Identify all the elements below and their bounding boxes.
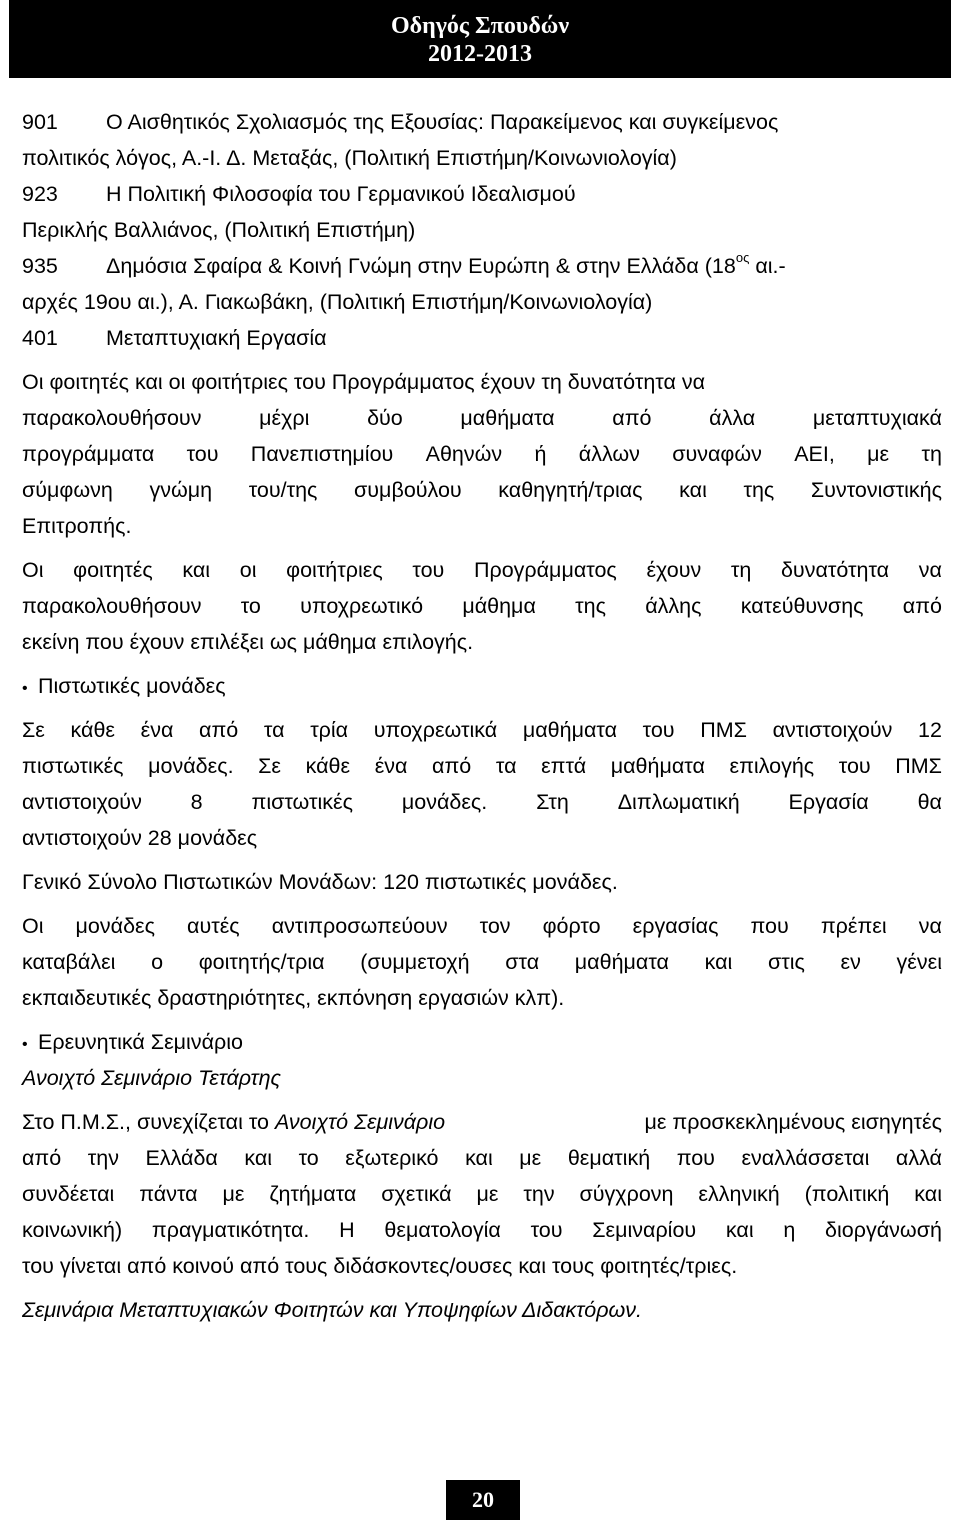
- text-line: Επιτροπής.: [22, 514, 132, 538]
- course-923-instructor: Περικλής Βαλλιάνος, (Πολιτική Επιστήμη): [22, 218, 416, 242]
- course-code: 935: [22, 254, 58, 278]
- paragraph-elective-courses: [22, 364, 942, 544]
- course-935: [22, 248, 942, 284]
- graduate-seminars-heading: Σεμινάρια Μεταπτυχιακών Φοιτητών και Υποψηφίων Διδακτόρων.: [22, 1298, 642, 1322]
- text-line: Στο Π.Μ.Σ., συνεχίζεται το Ανοιχτό Σεμινάριο με προσκεκλημένους εισηγητές: [22, 1110, 942, 1134]
- paragraph-workload: [22, 908, 942, 1016]
- text-line: κοινωνική) πραγματικότητα. Η θεματολογία του Σεμιναρίου και η διοργάνωσή: [22, 1218, 942, 1242]
- text-line: Σε κάθε ένα από τα τρία υποχρεωτικά μαθήματα του ΠΜΣ αντιστοιχούν 12: [22, 718, 942, 742]
- paragraph-other-direction: [22, 552, 942, 660]
- text-line: εκείνη που έχουν επιλέξει ως μάθημα επιλογής.: [22, 630, 474, 654]
- text-line: καταβάλει ο φοιτητής/τρια (συμμετοχή στα μαθήματα και στις εν γένει: [22, 950, 942, 974]
- bullet-icon: •: [22, 680, 28, 697]
- bullet-seminars: [22, 1024, 942, 1060]
- bullet-credits: [22, 668, 942, 704]
- course-935-line2: αρχές 19ου αι.), Α. Γιακωβάκη, (Πολιτική Επιστήμη/Κοινωνιολογία): [22, 290, 653, 314]
- text-line: παρακολουθήσουν το υποχρεωτικό μάθημα της άλλης κατεύθυνσης από: [22, 594, 942, 618]
- text-line: παρακολουθήσουν μέχρι δύο μαθήματα από άλλα μεταπτυχιακά: [22, 406, 942, 430]
- text-line: αντιστοιχούν 28 μονάδες: [22, 826, 258, 850]
- course-title: Η Πολιτική Φιλοσοφία του Γερμανικού Ιδεαλισμού: [106, 182, 576, 206]
- course-901: [22, 104, 942, 140]
- text-line: Οι μονάδες αυτές αντιπροσωπεύουν τον φόρτο εργασίας που πρέπει να: [22, 914, 942, 938]
- open-seminar-heading: Ανοιχτό Σεμινάριο Τετάρτης: [22, 1066, 281, 1090]
- course-923: [22, 176, 942, 212]
- text-line: από την Ελλάδα και το εξωτερικό και με θεματική που εναλλάσσεται αλλά: [22, 1146, 942, 1170]
- academic-year: 2012-2013: [428, 41, 532, 67]
- text-line: Οι φοιτητές και οι φοιτήτριες του Προγράμματος έχουν τη δυνατότητα να: [22, 370, 706, 394]
- guide-title: Οδηγός Σπουδών: [390, 13, 570, 39]
- text-line: σύμφωνη γνώμη του/της συμβούλου καθηγητή/τριας και της Συντονιστικής: [22, 478, 942, 502]
- superscript: ος: [735, 250, 750, 265]
- text-line: εκπαιδευτικές δραστηριότητες, εκπόνηση εργασιών κλπ).: [22, 986, 565, 1010]
- course-title: Δημόσια Σφαίρα & Κοινή Γνώμη στην Ευρώπη & στην Ελλάδα (18: [106, 254, 736, 278]
- text-line: αντιστοιχούν 8 πιστωτικές μονάδες. Στη Διπλωματική Εργασία θα: [22, 790, 942, 814]
- course-code: 401: [22, 326, 58, 350]
- text-line: συνδέεται πάντα με ζητήματα σχετικά με την σύγχρονη ελληνική (πολιτική και: [22, 1182, 942, 1206]
- course-code: 923: [22, 182, 58, 206]
- course-code: 901: [22, 110, 58, 134]
- paragraph-credits: [22, 712, 942, 856]
- bullet-label: Ερευνητικά Σεμινάριο: [38, 1030, 243, 1054]
- course-title: Ο Αισθητικός Σχολιασμός της Εξουσίας: Παρακείμενος και συγκείμενος: [106, 110, 779, 134]
- text-line: του γίνεται από κοινού από τους διδάσκοντες/ουσες και τους φοιτητές/τριες.: [22, 1254, 738, 1278]
- bullet-label: Πιστωτικές μονάδες: [38, 674, 226, 698]
- text-line: πιστωτικές μονάδες. Σε κάθε ένα από τα επτά μαθήματα επιλογής του ΠΜΣ: [22, 754, 942, 778]
- bullet-icon: •: [22, 1036, 28, 1053]
- text-line: προγράμματα του Πανεπιστημίου Αθηνών ή άλλων συναφών ΑΕΙ, με τη: [22, 442, 942, 466]
- paragraph-open-seminar: [22, 1104, 942, 1284]
- page-header: [9, 0, 951, 78]
- total-credits: Γενικό Σύνολο Πιστωτικών Μονάδων: 120 πιστωτικές μονάδες.: [22, 870, 618, 894]
- text-line: Οι φοιτητές και οι φοιτήτριες του Προγράμματος έχουν τη δυνατότητα να: [22, 558, 942, 582]
- course-901-line2: πολιτικός λόγος, Α.-Ι. Δ. Μεταξάς, (Πολιτική Επιστήμη/Κοινωνιολογία): [22, 146, 677, 170]
- page-number: 20: [446, 1480, 520, 1520]
- course-title-end: αι.-: [749, 254, 786, 278]
- course-title: Μεταπτυχιακή Εργασία: [106, 326, 327, 350]
- course-401: [22, 320, 942, 356]
- page-content: [22, 104, 942, 1328]
